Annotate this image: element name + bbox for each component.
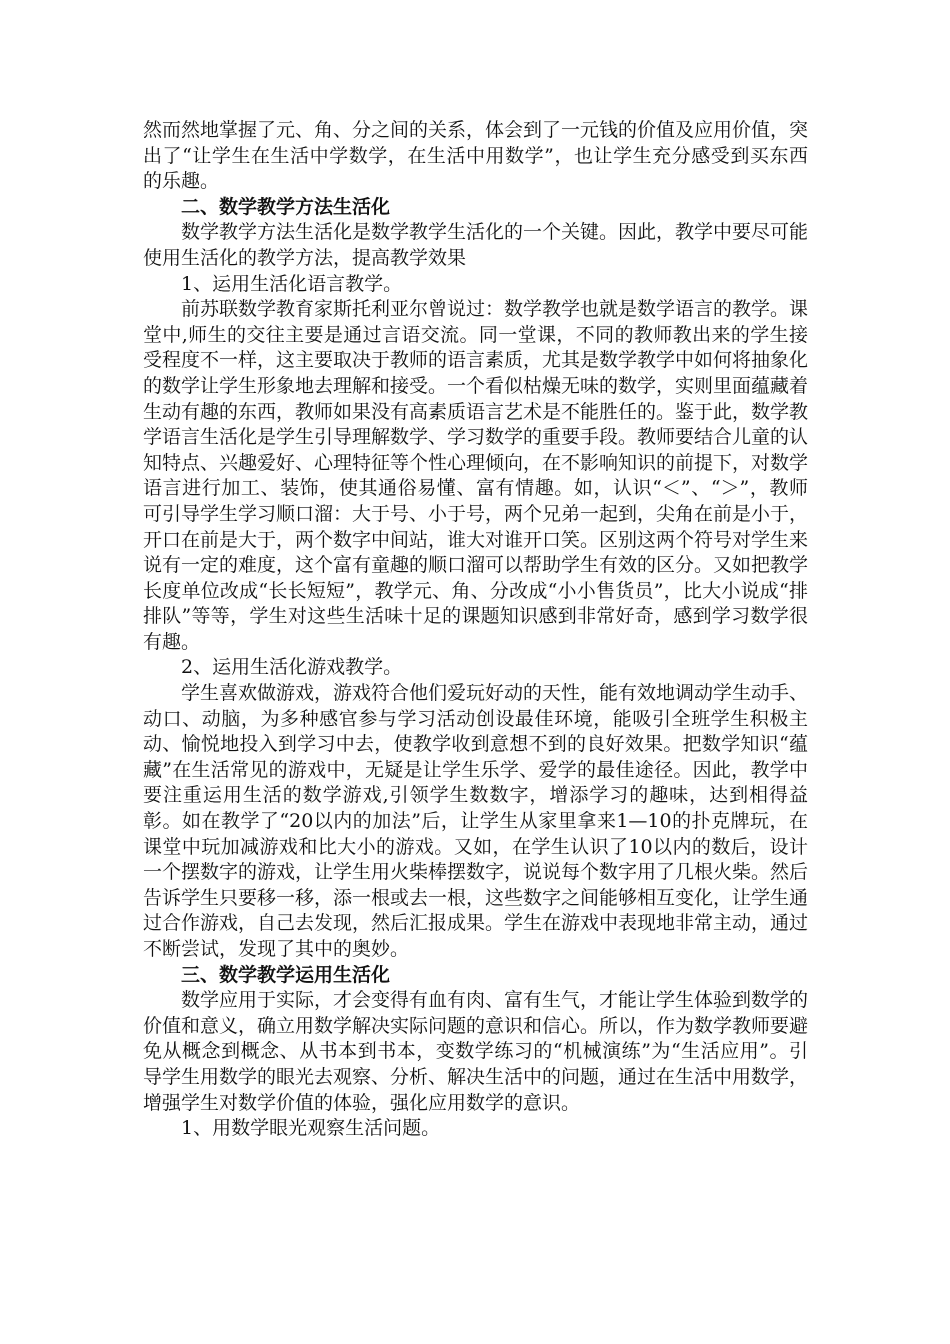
paragraph-intro: 然而然地掌握了元、角、分之间的关系，体会到了一元钱的价值及应用价值，突出了“让学生在生活中学数学，在生活中用数学”，也让学生充分感受到买东西的乐趣。 xyxy=(143,119,809,193)
subheading-observe: 1、用数学眼光观察生活问题。 xyxy=(181,1117,441,1140)
section-heading-2: 二、数学教学方法生活化 xyxy=(181,195,391,218)
section-heading-3: 三、数学教学运用生活化 xyxy=(181,963,391,986)
document-page xyxy=(143,118,808,1142)
paragraph-application: 数学应用于实际，才会变得有血有肉、富有生气，才能让学生体验到数学的价值和意义，确立用数学解决实际问题的意识和信心。所以，作为数学教师要避免从概念到概念、从书本到书本，变数学练习的“机械演练”为“生活应用”。引导学生用数学的眼光去观察、分析、解决生活中的问题，通过在生活中用数学，增强学生对数学价值的体验，强化应用数学的意识。 xyxy=(143,989,809,1114)
subheading-language: 1、运用生活化语言教学。 xyxy=(181,272,403,295)
paragraph-methods: 数学教学方法生活化是数学教学生活化的一个关键。因此，教学中要尽可能使用生活化的教学方法，提高教学效果 xyxy=(143,221,809,269)
paragraph-games: 学生喜欢做游戏，游戏符合他们爱玩好动的天性，能有效地调动学生动手、动口、动脑，为多种感官参与学习活动创设最佳环境，能吸引全班学生积极主动、愉悦地投入到学习中去，使教学收到意想不到的良好效果。把数学知识“蕴藏”在生活常见的游戏中，无疑是让学生乐学、爱学的最佳途径。因此，教学中要注重运用生活的数学游戏,引领学生数数字，增添学习的趣味，达到相得益彰。如在教学了“20以内的加法”后，让学生从家里拿来1—10的扑克牌玩，在课堂中玩加减游戏和比大小的游戏。又如，在学生认识了10以内的数后，设计一个摆数字的游戏，让学生用火柴棒摆数字，说说每个数字用了几根火柴。然后告诉学生只要移一移，添一根或去一根，这些数字之间能够相互变化，让学生通过合作游戏，自己去发现，然后汇报成果。学生在游戏中表现地非常主动，通过不断尝试，发现了其中的奥妙。 xyxy=(143,682,809,960)
subheading-games: 2、运用生活化游戏教学。 xyxy=(181,656,403,679)
paragraph-language: 前苏联数学教育家斯托利亚尔曾说过：数学教学也就是数学语言的教学。课堂中,师生的交往主要是通过言语交流。同一堂课，不同的教师教出来的学生接受程度不一样，这主要取决于教师的语言素质，尤其是数学教学中如何将抽象化的数学让学生形象地去理解和接受。一个看似枯燥无味的数学，实则里面蕴藏着生动有趣的东西，教师如果没有高素质语言艺术是不能胜任的。鉴于此，数学教学语言生活化是学生引导理解数学、学习数学的重要手段。教师要结合儿童的认知特点、兴趣爱好、心理特征等个性心理倾向，在不影响知识的前提下，对数学语言进行加工、装饰，使其通俗易懂、富有情趣。如，认识“＜”、“＞”，教师可引导学生学习顺口溜：大于号、小于号，两个兄弟一起到，尖角在前是小于，开口在前是大于，两个数字中间站，谁大对谁开口笑。区别这两个符号对学生来说有一定的难度，这个富有童趣的顺口溜可以帮助学生有效的区分。又如把教学长度单位改成“长长短短”，教学元、角、分改成“小小售货员”，比大小说成“排排队”等等，学生对这些生活味十足的课题知识感到非常好奇，感到学习数学很有趣。 xyxy=(143,298,809,653)
